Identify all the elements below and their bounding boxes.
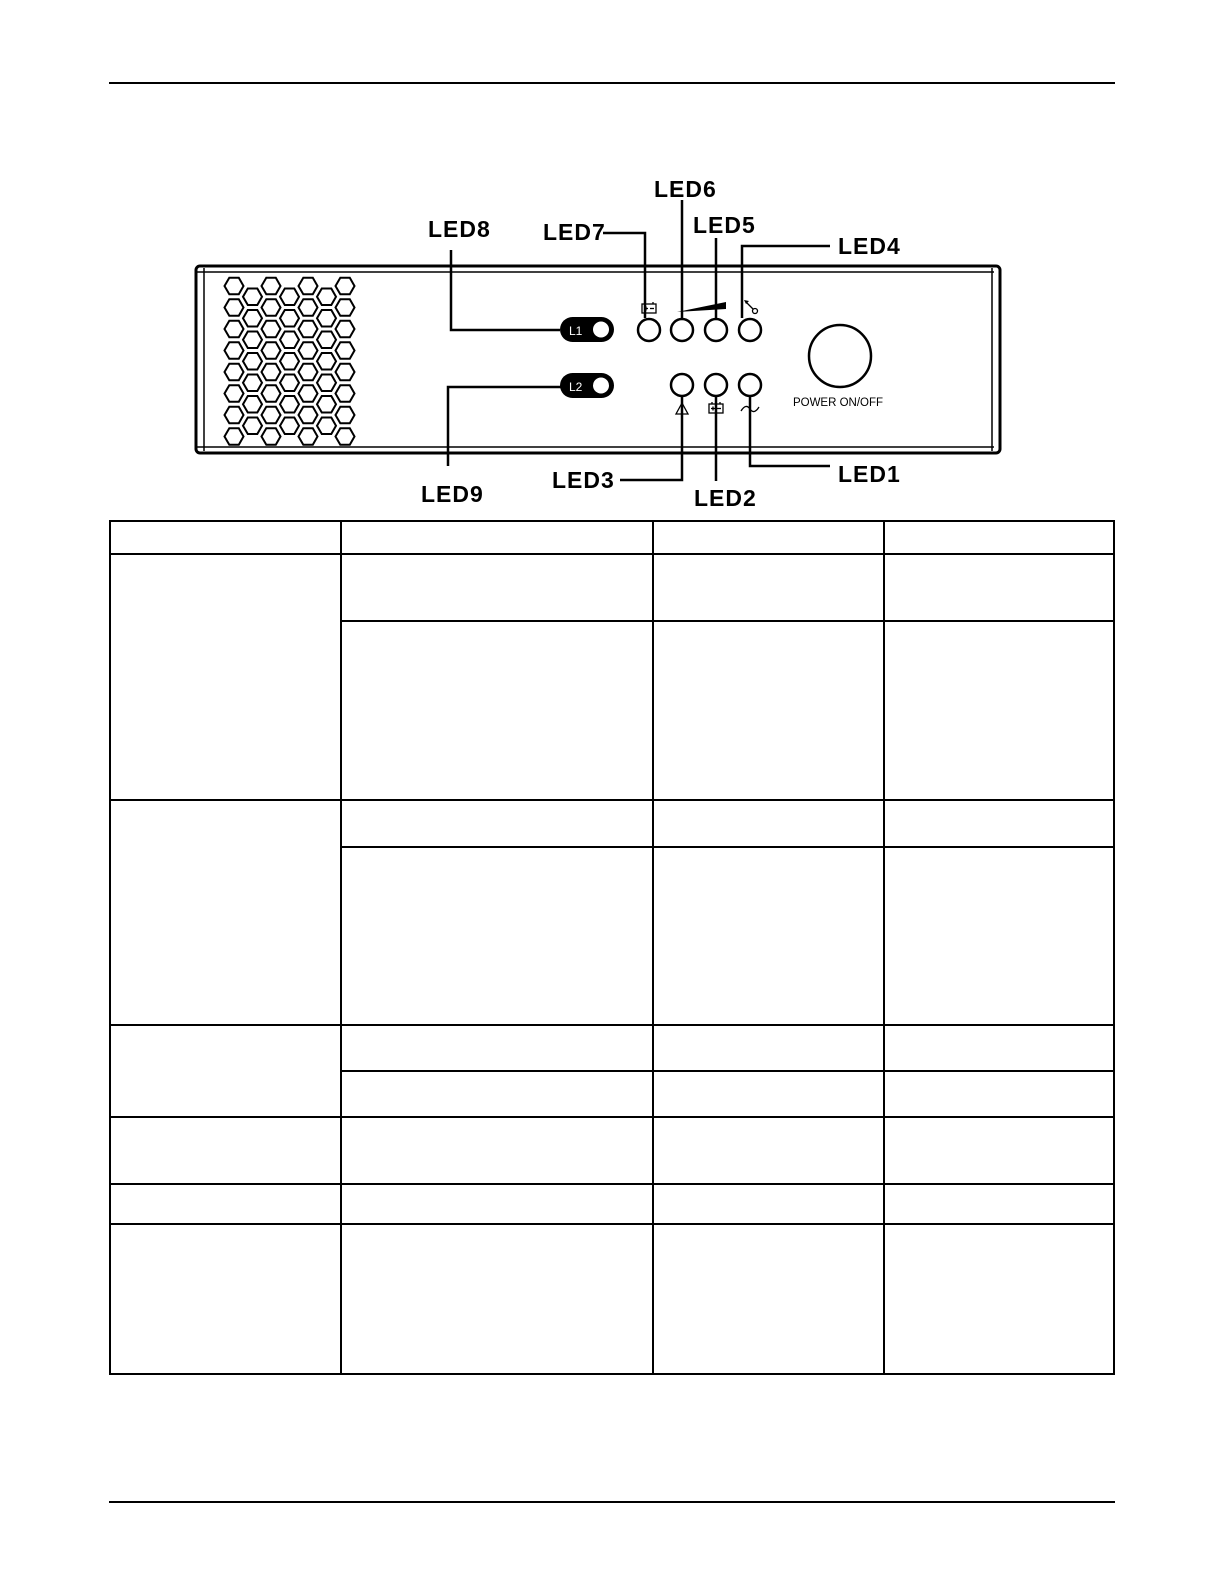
vent-hole [243,310,262,327]
vent-hole [280,375,299,392]
footer-rule [109,1501,1115,1503]
outlet-button-l2 [560,373,614,398]
vent-hole [317,332,336,349]
led5-label: LED5 [693,212,756,238]
led1-indicator [739,374,761,396]
led7-indicator [638,319,660,341]
vent-hole [225,278,244,294]
vent-hole [262,364,281,380]
vent-hole [225,385,244,401]
vent-hole [336,385,355,401]
ventilation-grille [225,278,355,445]
leader-lines [448,200,830,481]
vent-hole [317,353,336,370]
vent-hole [280,353,299,370]
vent-hole [262,342,281,358]
vent-hole [280,418,299,435]
vent-hole [262,385,281,401]
vent-hole [225,428,244,444]
vent-hole [243,353,262,370]
vent-hole [317,375,336,392]
vent-hole [299,428,318,444]
vent-hole [299,364,318,380]
led6-indicator [671,319,693,341]
vent-hole [243,396,262,413]
table-subrow-divider [340,846,1115,848]
vent-hole [299,385,318,401]
led3-indicator [671,374,693,396]
table-row-divider [109,1116,1115,1118]
led4-label: LED4 [838,233,901,259]
led-status-table [109,520,1115,1375]
vent-hole [243,289,262,306]
vent-hole [336,321,355,337]
table-col-divider [652,520,654,1375]
power-button-label: POWER ON/OFF [792,397,884,409]
fault-wrench-icon [744,300,758,314]
table-row-divider [109,1223,1115,1225]
led2-indicator [705,374,727,396]
vent-hole [280,332,299,349]
led3-label: LED3 [552,467,615,493]
table-border-right [1113,520,1115,1375]
table-border-left [109,520,111,1375]
vent-hole [336,342,355,358]
vent-hole [262,278,281,294]
vent-hole [225,321,244,337]
front-panel-diagram [0,0,1225,520]
vent-hole [280,310,299,327]
vent-hole [317,396,336,413]
vent-hole [317,310,336,327]
vent-hole [280,396,299,413]
button-l1-label: L1 [569,324,583,338]
led7-label: LED7 [543,219,606,245]
vent-hole [280,289,299,306]
led4-indicator [739,319,761,341]
table-subrow-divider [340,1070,1115,1072]
table-row-divider [109,1024,1115,1026]
vent-hole [243,332,262,349]
table-row-divider [109,799,1115,801]
vent-hole [225,407,244,423]
vent-hole [336,428,355,444]
vent-hole [299,407,318,423]
table-col-divider [340,520,342,1375]
vent-hole [243,418,262,435]
button-l2-label: L2 [569,380,583,394]
vent-hole [336,278,355,294]
vent-hole [225,342,244,358]
vent-hole [317,289,336,306]
vent-hole [299,321,318,337]
table-border-top [109,520,1115,522]
power-button [809,325,871,387]
led5-indicator [705,319,727,341]
led1-label: LED1 [838,461,901,487]
table-border-bottom [109,1373,1115,1375]
outlet-button-l1 [560,317,614,342]
load-level-icon [677,302,726,312]
vent-hole [299,299,318,315]
vent-hole [299,342,318,358]
vent-hole [262,407,281,423]
led9-label: LED9 [421,481,484,507]
vent-hole [262,299,281,315]
table-row-divider [109,1183,1115,1185]
vent-hole [336,407,355,423]
vent-hole [243,375,262,392]
led8-label: LED8 [428,216,491,242]
vent-hole [336,364,355,380]
table-col-divider [883,520,885,1375]
table-row-divider [109,553,1115,555]
vent-hole [262,428,281,444]
vent-hole [299,278,318,294]
vent-hole [225,299,244,315]
vent-hole [262,321,281,337]
vent-hole [225,364,244,380]
led2-label: LED2 [694,485,757,511]
vent-hole [336,299,355,315]
table-subrow-divider [340,620,1115,622]
vent-hole [317,418,336,435]
led6-label: LED6 [654,176,717,202]
